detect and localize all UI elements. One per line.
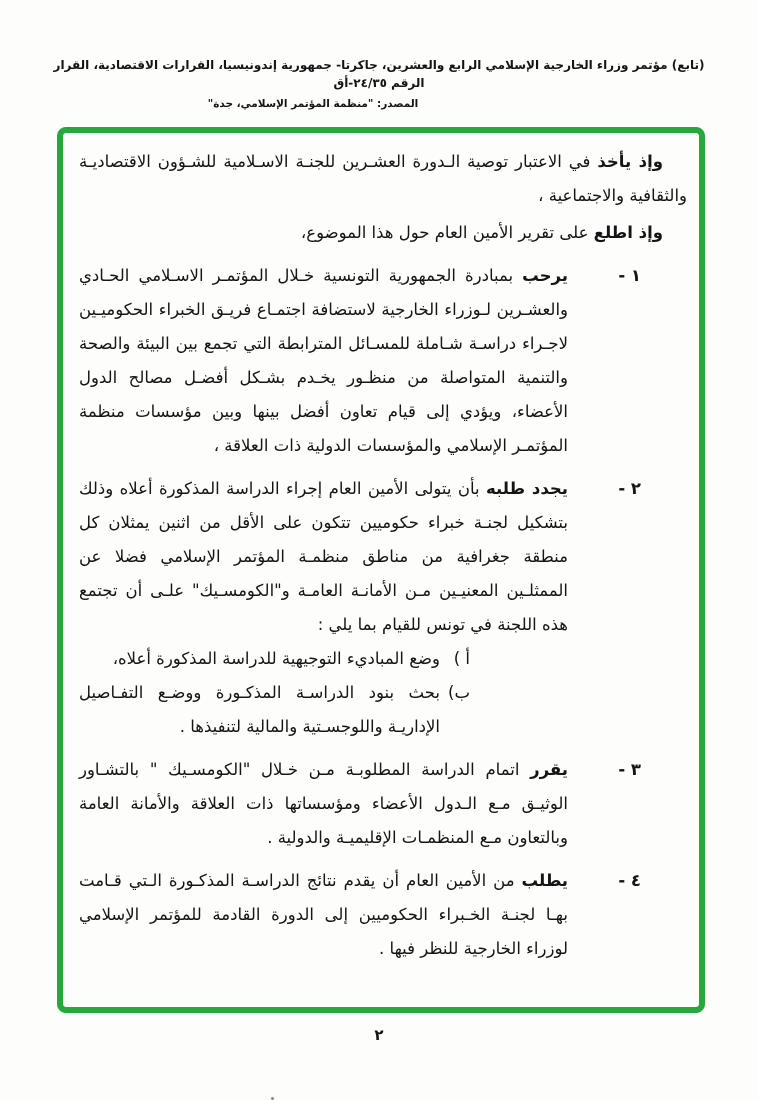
preamble-lead: وإذ يأخذ	[597, 152, 664, 171]
item-text: بمبادرة الجمهورية التونسية خـلال المؤتمـر الاسـلامي الحـادي والعشـرين لـوزراء الخارجية لاستضافة اجتمـاع فريـق الخبراء الحكوميـين لاجـراء دراسـة شـاملة للمسـائل المترابطة التي تجمع بين البيئة والصحة والتنمية المتواصلة من منظـور يخـدم بشـكل أفضـل مصالح الدول الأعضاء، ويؤدي إلى قيام تعاون أفضل بينها وبين مؤسسات منظمة المؤتمـر الإسلامي والمؤسسات الدولية ذات العلاقة ،	[79, 266, 568, 455]
item-lead: يطلب	[521, 871, 568, 890]
item-body	[79, 864, 568, 966]
item-lead: يرحب	[522, 266, 568, 285]
item-lead: يجدد طلبه	[485, 479, 568, 498]
header-source: المصدر: "منظمة المؤتمر الإسلامي، جدة"	[207, 98, 419, 110]
item-number: ٢ -	[618, 479, 641, 498]
item-number: ١ -	[618, 266, 641, 285]
item-text: من الأمين العام أن يقدم نتائج الدراسـة المذكـورة الـتي قـامت بهـا لجنـة الخـبراء الحكوميين إلى الدورة القادمة للمؤتمر الإسلامي لوزراء الخارجية للنظر فيها .	[79, 871, 568, 958]
sub-item-marker: ب)	[448, 683, 470, 702]
preamble-lead: وإذ اطلع	[593, 223, 663, 242]
item-text: بأن يتولى الأمين العام إجراء الدراسة المذكورة أعلاه وذلك بتشكيل لجنـة خبراء حكوميين تتكون على الأقل من اثنين يمثلان كل منطقة جغرافية من مناطق منظمـة المؤتمر الإسلامي فضلا عن الممثلـين المعنيـين مـن الأمانـة العامـة و"الكومسـيك" علـى أن تجتمع هذه اللجنة في تونس للقيام بما يلي :	[79, 479, 568, 634]
sub-item-text: بحث بنود الدراسـة المذكـورة ووضـع التفـاصيل الإداريـة واللوجسـتية والمالية لتنفيذها .	[79, 683, 440, 736]
sub-item	[79, 676, 470, 744]
resolution-box	[57, 127, 705, 1013]
item-body	[79, 472, 568, 744]
resolution-item	[79, 864, 687, 966]
item-body	[79, 259, 568, 463]
item-text: اتمام الدراسة المطلوبـة مـن خـلال "الكومسـيك " بالتشـاور الوثيـق مـع الـدول الأعضاء ومؤسساتها ذات العلاقة والأمانة العامة وبالتعاون مـع المنظمـات الإقليميـة والدولية .	[79, 760, 568, 847]
page-number: ٢	[374, 1026, 384, 1044]
item-number: ٤ -	[618, 871, 641, 890]
item-number: ٣ -	[618, 760, 641, 779]
preamble-text: على تقرير الأمين العام حول هذا الموضوع،	[300, 223, 589, 242]
resolution-item	[79, 259, 687, 463]
item-lead: يقرر	[530, 760, 568, 779]
header-citation: (تابع) مؤتمر وزراء الخارجية الإسلامي الرابع والعشرين، جاكرتا- جمهورية إندونيسيا، القرارات الاقتصادية، القرار الرقم ٢٤/٣٥-أق	[53, 58, 705, 90]
preamble-paragraph	[79, 216, 687, 250]
preamble-text: في الاعتبار توصية الـدورة العشـرين للجنـة الاسـلامية للشـؤون الاقتصاديـة والثقافية والاجتماعية ،	[79, 152, 687, 205]
item-body	[79, 753, 568, 855]
sub-item-text: وضع المباديء التوجيهية للدراسة المذكورة أعلاه،	[112, 649, 440, 668]
resolution-item	[79, 753, 687, 855]
resolution-item	[79, 472, 687, 744]
preamble-paragraph	[79, 145, 687, 213]
item-paragraph	[79, 472, 568, 642]
sub-item-marker: أ )	[453, 649, 470, 668]
sub-item	[79, 642, 470, 676]
page-header	[0, 0, 758, 110]
